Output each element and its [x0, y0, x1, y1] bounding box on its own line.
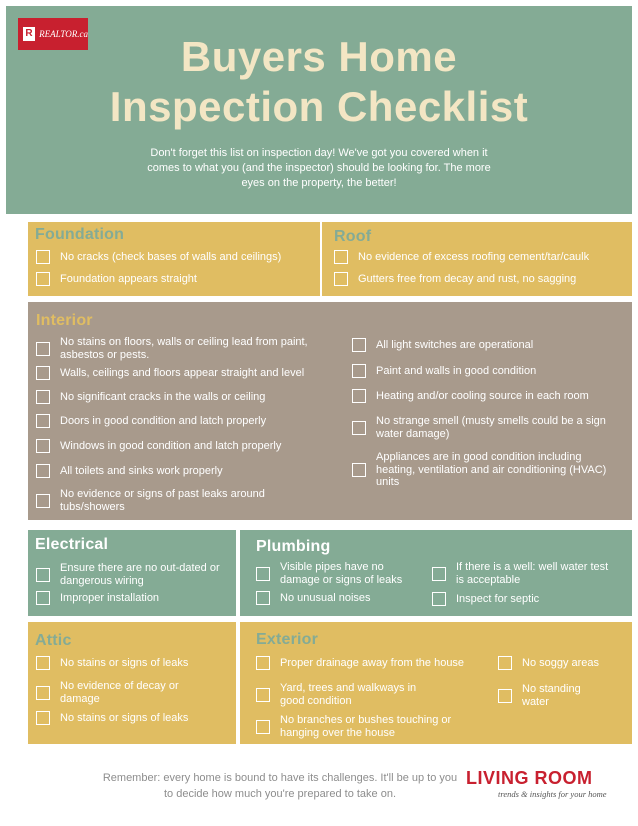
checklist-item[interactable] [36, 656, 232, 670]
checkbox[interactable] [352, 389, 366, 403]
checkbox[interactable] [36, 272, 50, 286]
item-label: Appliances are in good condition including heating, ventilation and air conditioning (HVAC) units [376, 451, 607, 488]
foundation-title: Foundation [35, 226, 125, 243]
checklist-item[interactable] [352, 415, 622, 440]
checklist-item[interactable] [256, 656, 496, 670]
item-label: No cracks (check bases of walls and ceilings) [60, 250, 282, 263]
item-label: All light switches are operational [376, 338, 534, 351]
item-label: Improper installation [60, 591, 160, 604]
item-label: No evidence or signs of past leaks around tubs/showers [60, 488, 265, 513]
living-room-logo[interactable] [466, 768, 616, 800]
checkbox[interactable] [352, 338, 366, 352]
checkbox[interactable] [36, 591, 50, 605]
item-label: No significant cracks in the walls or ceiling [60, 390, 266, 403]
footer-note: Remember: every home is bound to have its challenges. It'll be up to you to decide how much you're prepared to take on. [102, 772, 458, 800]
checkbox[interactable] [432, 592, 446, 606]
intro-text: Don't forget this list on inspection day! We've got you covered when it comes to what you (and the inspector) should be looking for. The more eyes on the property, the better! [147, 147, 491, 189]
checkbox[interactable] [36, 366, 50, 380]
checkbox[interactable] [36, 250, 50, 264]
interior-title: Interior [36, 312, 93, 329]
brand-tagline: trends & insights for your home [498, 789, 607, 799]
checkbox[interactable] [432, 567, 446, 581]
checkbox[interactable] [36, 711, 50, 725]
logo-text: REALTOR.ca [39, 29, 88, 39]
checklist-item[interactable] [36, 680, 232, 705]
item-label: No soggy areas [522, 656, 600, 669]
checkbox[interactable] [36, 342, 50, 356]
checkbox[interactable] [352, 421, 366, 435]
checklist-item[interactable] [498, 683, 628, 708]
checklist-item[interactable] [334, 250, 630, 264]
item-label: Gutters free from decay and rust, no sagging [358, 272, 577, 285]
checklist-item[interactable] [36, 562, 232, 587]
item-label: Inspect for septic [456, 592, 540, 605]
page-title-line1: Buyers Home [180, 33, 458, 80]
item-label: Paint and walls in good condition [376, 364, 537, 377]
item-label: Visible pipes have no damage or signs of leaks [280, 561, 403, 586]
checkbox[interactable] [36, 464, 50, 478]
checkbox[interactable] [256, 591, 270, 605]
item-label: No stains or signs of leaks [60, 656, 189, 669]
checklist-item[interactable] [36, 591, 232, 605]
item-label: No evidence of excess roofing cement/tar/caulk [358, 250, 590, 263]
checklist-item[interactable] [432, 561, 627, 586]
item-label: No unusual noises [280, 591, 371, 604]
checklist-item[interactable] [36, 488, 336, 513]
item-label: No stains on floors, walls or ceiling lead from paint, asbestos or pests. [60, 336, 308, 361]
item-label: No standing water [522, 683, 581, 708]
electrical-title: Electrical [35, 536, 109, 553]
checklist-item[interactable] [256, 682, 486, 707]
attic-title: Attic [35, 632, 72, 649]
item-label: Ensure there are no out-dated or dangerous wiring [60, 562, 220, 587]
checkbox[interactable] [36, 390, 50, 404]
checkbox[interactable] [36, 494, 50, 508]
checklist-item[interactable] [256, 591, 426, 605]
checkbox[interactable] [352, 463, 366, 477]
checklist-item[interactable] [36, 390, 336, 404]
item-label: Walls, ceilings and floors appear straight and level [60, 366, 305, 379]
checkbox[interactable] [334, 250, 348, 264]
item-label: If there is a well: well water test is acceptable [456, 561, 609, 586]
checkbox[interactable] [334, 272, 348, 286]
checkbox[interactable] [256, 656, 270, 670]
checkbox[interactable] [36, 656, 50, 670]
checklist-item[interactable] [256, 561, 426, 586]
plumbing-title: Plumbing [256, 538, 331, 555]
checklist-item[interactable] [352, 389, 630, 403]
item-label: No stains or signs of leaks [60, 711, 189, 724]
checkbox[interactable] [36, 414, 50, 428]
brand-name: LIVING ROOM [466, 768, 593, 788]
checklist-item[interactable] [36, 250, 316, 264]
item-label: No branches or bushes touching or hanging over the house [280, 714, 452, 739]
checkbox[interactable] [256, 567, 270, 581]
checkbox[interactable] [498, 656, 512, 670]
item-label: No strange smell (musty smells could be a sign water damage) [376, 415, 606, 440]
header-banner [6, 6, 632, 214]
checkbox[interactable] [36, 439, 50, 453]
checklist-item[interactable] [352, 364, 622, 378]
checklist-item[interactable] [36, 336, 336, 361]
checklist-item[interactable] [352, 451, 622, 489]
checklist-item[interactable] [36, 414, 336, 428]
checkbox[interactable] [36, 686, 50, 700]
item-label: Doors in good condition and latch properly [60, 414, 267, 427]
exterior-title: Exterior [256, 631, 319, 648]
item-label: Yard, trees and walkways in good condition [280, 682, 417, 707]
checkbox[interactable] [498, 689, 512, 703]
checklist-item[interactable] [36, 272, 316, 286]
checkbox[interactable] [352, 364, 366, 378]
checkbox[interactable] [256, 688, 270, 702]
realtor-r-icon: R [23, 27, 35, 41]
page-title-line2: Inspection Checklist [109, 83, 529, 130]
item-label: No evidence of decay or damage [60, 680, 179, 705]
checklist-item[interactable] [352, 338, 622, 352]
checklist-item[interactable] [432, 592, 627, 606]
checklist-item[interactable] [498, 656, 628, 670]
checkbox[interactable] [36, 568, 50, 582]
item-label: All toilets and sinks work properly [60, 464, 223, 477]
roof-title: Roof [334, 228, 372, 245]
checklist-item[interactable] [334, 272, 630, 286]
checklist-item[interactable] [36, 366, 346, 380]
checklist-item[interactable] [36, 439, 336, 453]
checkbox[interactable] [256, 720, 270, 734]
item-label: Proper drainage away from the house [280, 656, 465, 669]
checklist-item[interactable] [36, 711, 232, 725]
item-label: Heating and/or cooling source in each room [376, 389, 589, 402]
checklist-item[interactable] [36, 464, 336, 478]
checklist-item[interactable] [256, 714, 492, 739]
item-label: Windows in good condition and latch properly [60, 439, 282, 452]
item-label: Foundation appears straight [60, 272, 197, 285]
